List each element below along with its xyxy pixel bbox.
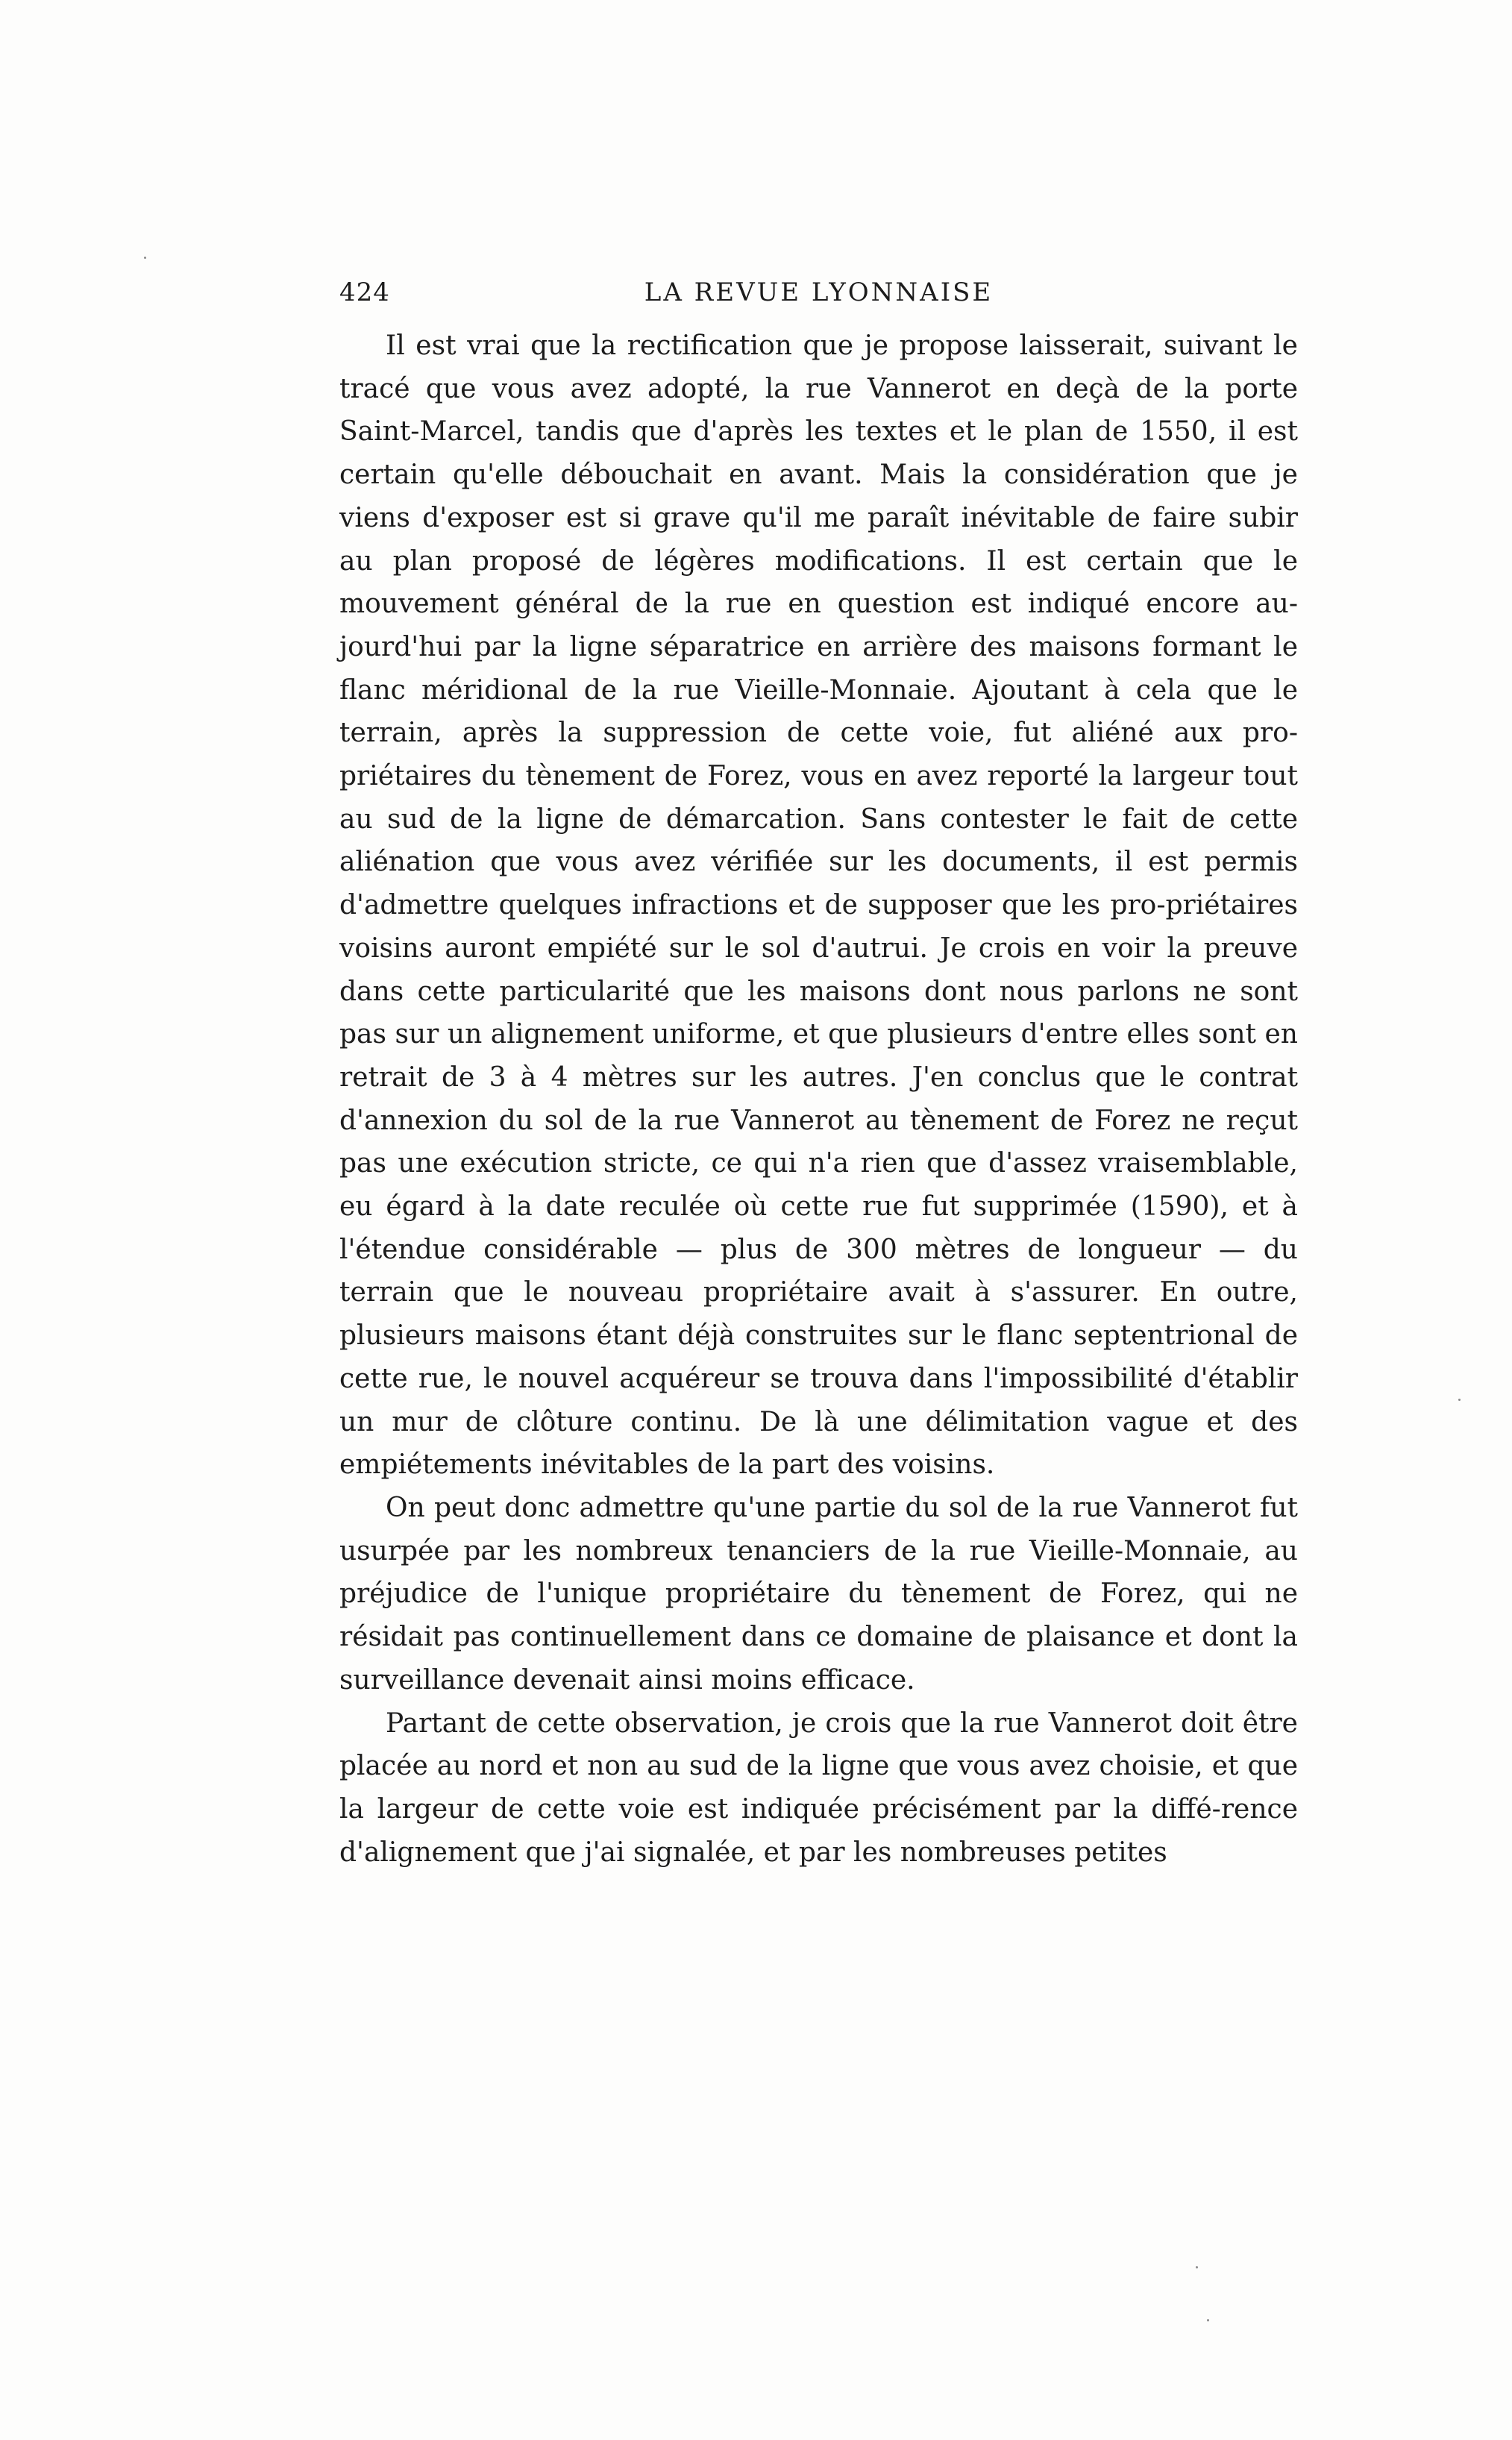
page-number: 424	[339, 277, 390, 307]
journal-title: LA REVUE LYONNAISE	[644, 277, 994, 307]
running-head	[339, 277, 1298, 315]
body-text	[339, 324, 1298, 1874]
paragraph: On peut donc admettre qu'une partie du sol de la rue Vannerot fut usurpée par les nombreux tenanciers de la rue Vieille-Monnaie, au préjudice de l'unique propriétaire du tènement de Forez, qui ne résidait pas continuellement dans ce domaine de plaisance et dont la surveillance devenait ainsi moins efficace.	[339, 1492, 1298, 1696]
scan-speck	[144, 257, 146, 259]
scan-speck	[1196, 2266, 1198, 2268]
scan-speck	[1207, 2319, 1209, 2321]
paragraph: Il est vrai que la rectification que je propose laisserait, suivant le tracé que vous avez adopté, la rue Vannerot en deçà de la porte Saint-Marcel, tandis que d'après les textes et le plan de 1550, il est certain qu'elle débouchait en avant. Mais la considération que je viens d'exposer est si grave qu'il me paraît inévitable de faire subir au plan proposé de légères modifications. Il est certain que le mouvement général de la rue en question est indiqué encore au-jourd'hui par la ligne séparatrice en arrière des maisons formant le flanc méridional de la rue Vieille-Monnaie. Ajoutant à cela que le terrain, après la suppression de cette voie, fut aliéné aux pro-priétaires du tènement de Forez, vous en avez reporté la largeur tout au sud de la ligne de démarcation. Sans contester le fait de cette aliénation que vous avez vérifiée sur les documents, il est permis d'admettre quelques infractions et de supposer que les pro-priétaires voisins auront empiété sur le sol d'autrui. Je crois en voir la preuve dans cette particularité que les maisons dont nous parlons ne sont pas sur un alignement uniforme, et que plusieurs d'entre elles sont en retrait de 3 à 4 mètres sur les autres. J'en conclus que le contrat d'annexion du sol de la rue Vannerot au tènement de Forez ne reçut pas une exécution stricte, ce qui n'a rien que d'assez vraisemblable, eu égard à la date reculée où cette rue fut supprimée (1590), et à l'étendue considérable — plus de 300 mètres de longueur — du terrain que le nouveau propriétaire avait à s'assurer. En outre, plusieurs maisons étant déjà construites sur le flanc septentrional de cette rue, le nouvel acquéreur se trouva dans l'impossibilité d'établir un mur de clôture continu. De là une délimitation vague et des empiétements inévitables de la part des voisins.	[339, 330, 1298, 1481]
scan-speck	[1458, 1399, 1461, 1401]
paragraph: Partant de cette observation, je crois que la rue Vannerot doit être placée au nord et non au sud de la ligne que vous avez choisie, et que la largeur de cette voie est indiquée précisément par la diffé-rence d'alignement que j'ai signalée, et par les nombreuses petites	[339, 1707, 1298, 1868]
